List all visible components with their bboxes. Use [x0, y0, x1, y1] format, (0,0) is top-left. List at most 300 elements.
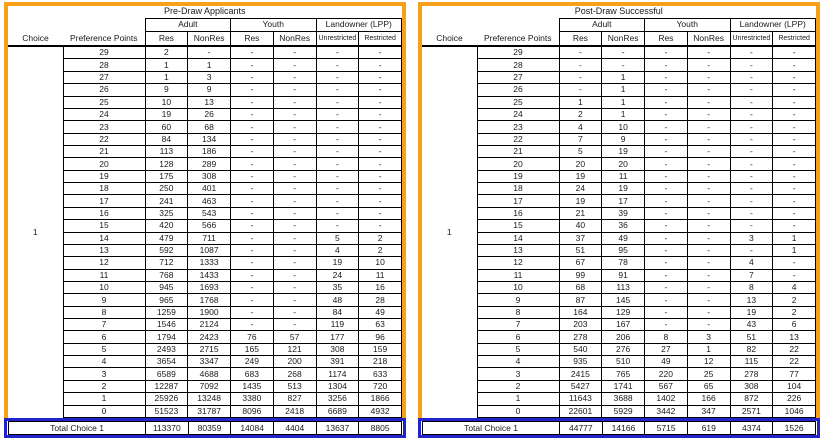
- preference-points-cell: 22: [477, 133, 559, 145]
- value-cell: -: [773, 46, 816, 59]
- value-cell: 566: [188, 220, 231, 232]
- value-cell: -: [231, 46, 274, 59]
- preference-points-cell: 3: [63, 368, 145, 380]
- total-table: [422, 421, 816, 435]
- value-cell: 1: [602, 96, 645, 108]
- value-cell: -: [231, 96, 274, 108]
- pre-draw-table: [4, 2, 406, 438]
- value-cell: -: [231, 220, 274, 232]
- value-cell: 13: [730, 294, 773, 306]
- value-cell: -: [359, 195, 402, 207]
- value-cell: -: [231, 158, 274, 170]
- points-row: [8, 356, 402, 368]
- points-row: [422, 46, 816, 59]
- value-cell: 26: [188, 108, 231, 120]
- value-cell: -: [231, 108, 274, 120]
- value-cell: -: [687, 207, 730, 219]
- value-cell: 19: [145, 108, 188, 120]
- value-cell: -: [273, 207, 316, 219]
- value-cell: 7: [559, 133, 602, 145]
- value-cell: -: [645, 71, 688, 83]
- value-cell: -: [730, 133, 773, 145]
- points-row: [422, 84, 816, 96]
- value-cell: -: [273, 170, 316, 182]
- choice-column-header: Choice: [422, 31, 477, 46]
- points-row: [8, 244, 402, 256]
- points-row: [422, 281, 816, 293]
- value-cell: 711: [188, 232, 231, 244]
- total-adult-nonres: 14166: [602, 422, 645, 435]
- value-cell: 177: [316, 331, 359, 343]
- value-cell: 68: [559, 281, 602, 293]
- value-cell: -: [773, 133, 816, 145]
- points-row: [422, 220, 816, 232]
- value-cell: -: [730, 96, 773, 108]
- points-row: [422, 356, 816, 368]
- points-row: [422, 343, 816, 355]
- value-cell: -: [730, 121, 773, 133]
- value-cell: 21: [559, 207, 602, 219]
- table-body: [8, 46, 402, 418]
- value-cell: 1259: [145, 306, 188, 318]
- value-cell: 175: [145, 170, 188, 182]
- value-cell: 308: [730, 380, 773, 392]
- value-cell: 39: [602, 207, 645, 219]
- points-row: [8, 232, 402, 244]
- points-row: [8, 96, 402, 108]
- value-cell: 1: [602, 84, 645, 96]
- value-cell: 1: [687, 343, 730, 355]
- value-cell: -: [687, 244, 730, 256]
- data-table: [422, 6, 816, 418]
- value-cell: 6: [773, 319, 816, 331]
- value-cell: 19: [602, 146, 645, 158]
- value-cell: 36: [602, 220, 645, 232]
- value-cell: 11: [359, 269, 402, 281]
- points-row: [8, 368, 402, 380]
- value-cell: 28: [359, 294, 402, 306]
- value-cell: 1304: [316, 380, 359, 392]
- value-cell: -: [359, 183, 402, 195]
- points-row: [422, 183, 816, 195]
- preference-points-cell: 5: [63, 343, 145, 355]
- points-row: [422, 232, 816, 244]
- value-cell: -: [231, 84, 274, 96]
- value-cell: -: [730, 207, 773, 219]
- value-cell: 25926: [145, 393, 188, 405]
- value-cell: 391: [316, 356, 359, 368]
- preference-points-cell: 4: [63, 356, 145, 368]
- value-cell: 31787: [188, 405, 231, 417]
- value-cell: 289: [188, 158, 231, 170]
- preference-points-cell: 10: [477, 281, 559, 293]
- value-cell: 3256: [316, 393, 359, 405]
- value-cell: -: [645, 84, 688, 96]
- value-cell: -: [273, 121, 316, 133]
- value-cell: -: [359, 220, 402, 232]
- total-adult-res: 113370: [146, 422, 189, 435]
- preference-points-cell: 6: [63, 331, 145, 343]
- value-cell: 683: [231, 368, 274, 380]
- value-cell: 463: [188, 195, 231, 207]
- value-cell: 592: [145, 244, 188, 256]
- sub-header-row: [8, 31, 402, 46]
- value-cell: 2: [145, 46, 188, 59]
- value-cell: 278: [559, 331, 602, 343]
- value-cell: -: [773, 158, 816, 170]
- value-cell: 159: [359, 343, 402, 355]
- choice-value: 1: [422, 46, 477, 418]
- value-cell: 22: [773, 356, 816, 368]
- value-cell: -: [359, 71, 402, 83]
- value-cell: -: [316, 96, 359, 108]
- value-cell: -: [273, 294, 316, 306]
- value-cell: 1087: [188, 244, 231, 256]
- value-cell: 84: [145, 133, 188, 145]
- value-cell: 2: [773, 294, 816, 306]
- value-cell: -: [645, 306, 688, 318]
- value-cell: -: [773, 96, 816, 108]
- value-cell: -: [273, 71, 316, 83]
- value-cell: -: [730, 71, 773, 83]
- points-row: [422, 96, 816, 108]
- value-cell: 166: [687, 393, 730, 405]
- value-cell: 8: [730, 281, 773, 293]
- value-cell: 1741: [602, 380, 645, 392]
- total-row: [9, 422, 402, 435]
- value-cell: -: [273, 108, 316, 120]
- value-cell: -: [316, 207, 359, 219]
- points-row: [422, 170, 816, 182]
- total-adult-res: 44777: [560, 422, 603, 435]
- value-cell: -: [730, 84, 773, 96]
- value-cell: 2423: [188, 331, 231, 343]
- points-row: [8, 183, 402, 195]
- value-cell: -: [687, 108, 730, 120]
- value-cell: 13: [773, 331, 816, 343]
- value-cell: 49: [602, 232, 645, 244]
- value-cell: 3: [188, 71, 231, 83]
- value-cell: -: [231, 183, 274, 195]
- preference-points-cell: 21: [63, 146, 145, 158]
- value-cell: 11: [602, 170, 645, 182]
- points-row: [8, 71, 402, 83]
- value-cell: 2: [359, 244, 402, 256]
- value-cell: 720: [359, 380, 402, 392]
- table-title: Post-Draw Successful: [574, 6, 663, 17]
- preference-points-cell: 18: [477, 183, 559, 195]
- total-lpp-unrestricted: 4374: [730, 422, 773, 435]
- value-cell: -: [687, 294, 730, 306]
- value-cell: -: [730, 220, 773, 232]
- value-cell: -: [273, 232, 316, 244]
- points-row: [8, 380, 402, 392]
- value-cell: -: [231, 232, 274, 244]
- value-cell: -: [316, 84, 359, 96]
- value-cell: 167: [602, 319, 645, 331]
- value-cell: 308: [188, 170, 231, 182]
- preference-points-cell: 15: [63, 220, 145, 232]
- post-draw-table: [418, 2, 820, 438]
- value-cell: 250: [145, 183, 188, 195]
- value-cell: 1333: [188, 257, 231, 269]
- preference-points-cell: 22: [63, 133, 145, 145]
- value-cell: 13248: [188, 393, 231, 405]
- value-cell: -: [687, 158, 730, 170]
- adult-res-header: Res: [145, 31, 188, 46]
- value-cell: -: [231, 319, 274, 331]
- points-row: [8, 393, 402, 405]
- value-cell: 1433: [188, 269, 231, 281]
- value-cell: -: [687, 46, 730, 59]
- points-row: [422, 306, 816, 318]
- value-cell: -: [730, 46, 773, 59]
- value-cell: -: [730, 146, 773, 158]
- value-cell: 712: [145, 257, 188, 269]
- value-cell: -: [359, 46, 402, 59]
- points-row: [422, 380, 816, 392]
- value-cell: 8096: [231, 405, 274, 417]
- value-cell: 1693: [188, 281, 231, 293]
- value-cell: -: [316, 170, 359, 182]
- value-cell: 276: [602, 343, 645, 355]
- value-cell: 7092: [188, 380, 231, 392]
- youth-res-header: Res: [231, 31, 274, 46]
- value-cell: 5427: [559, 380, 602, 392]
- total-row-frame: [4, 418, 406, 438]
- value-cell: 48: [316, 294, 359, 306]
- preference-points-cell: 29: [477, 46, 559, 59]
- value-cell: -: [231, 294, 274, 306]
- value-cell: -: [273, 319, 316, 331]
- value-cell: -: [559, 46, 602, 59]
- value-cell: -: [273, 84, 316, 96]
- value-cell: 1: [145, 59, 188, 71]
- value-cell: -: [773, 146, 816, 158]
- points-row: [422, 405, 816, 417]
- value-cell: 87: [559, 294, 602, 306]
- value-cell: 1794: [145, 331, 188, 343]
- value-cell: 1866: [359, 393, 402, 405]
- value-cell: 2415: [559, 368, 602, 380]
- preference-points-cell: 24: [63, 108, 145, 120]
- value-cell: 965: [145, 294, 188, 306]
- preference-points-cell: 9: [477, 294, 559, 306]
- preference-points-cell: 1: [63, 393, 145, 405]
- value-cell: -: [730, 183, 773, 195]
- preference-points-cell: 0: [63, 405, 145, 417]
- value-cell: 37: [559, 232, 602, 244]
- value-cell: -: [645, 96, 688, 108]
- value-cell: 872: [730, 393, 773, 405]
- preference-points-cell: 12: [63, 257, 145, 269]
- value-cell: 2493: [145, 343, 188, 355]
- preference-points-cell: 8: [477, 306, 559, 318]
- value-cell: -: [231, 170, 274, 182]
- value-cell: 1: [773, 232, 816, 244]
- value-cell: -: [687, 146, 730, 158]
- total-table: [8, 421, 402, 435]
- preference-points-cell: 9: [63, 294, 145, 306]
- value-cell: 12287: [145, 380, 188, 392]
- preference-points-cell: 11: [477, 269, 559, 281]
- preference-points-cell: 24: [477, 108, 559, 120]
- preference-points-cell: 23: [63, 121, 145, 133]
- value-cell: 51: [559, 244, 602, 256]
- preference-points-cell: 0: [477, 405, 559, 417]
- value-cell: -: [645, 244, 688, 256]
- preference-points-cell: 14: [477, 232, 559, 244]
- title-row: [8, 6, 402, 18]
- value-cell: 1402: [645, 393, 688, 405]
- value-cell: -: [687, 133, 730, 145]
- preference-points-column-header: Preference Points: [477, 31, 559, 46]
- preference-points-cell: 26: [477, 84, 559, 96]
- value-cell: -: [231, 306, 274, 318]
- value-cell: 6589: [145, 368, 188, 380]
- points-row: [8, 158, 402, 170]
- total-lpp-restricted: 8805: [359, 422, 402, 435]
- value-cell: -: [687, 71, 730, 83]
- preference-points-cell: 20: [477, 158, 559, 170]
- value-cell: 7: [730, 269, 773, 281]
- value-cell: 25: [687, 368, 730, 380]
- value-cell: -: [773, 170, 816, 182]
- value-cell: -: [773, 257, 816, 269]
- value-cell: -: [273, 96, 316, 108]
- value-cell: -: [687, 232, 730, 244]
- group-header-adult: Adult: [559, 18, 645, 31]
- value-cell: 19: [559, 170, 602, 182]
- value-cell: -: [231, 281, 274, 293]
- value-cell: 24: [559, 183, 602, 195]
- value-cell: -: [359, 133, 402, 145]
- points-row: [422, 195, 816, 207]
- value-cell: 10: [145, 96, 188, 108]
- choice-column-header: Choice: [8, 31, 63, 46]
- preference-points-cell: 17: [477, 195, 559, 207]
- youth-res-header: Res: [645, 31, 688, 46]
- total-row-frame: [418, 418, 820, 438]
- points-row: [8, 220, 402, 232]
- points-row: [8, 331, 402, 343]
- value-cell: 1046: [773, 405, 816, 417]
- value-cell: 4932: [359, 405, 402, 417]
- points-row: [8, 121, 402, 133]
- points-row: [8, 133, 402, 145]
- value-cell: 513: [273, 380, 316, 392]
- value-cell: 76: [231, 331, 274, 343]
- value-cell: -: [773, 207, 816, 219]
- value-cell: 43: [730, 319, 773, 331]
- value-cell: 479: [145, 232, 188, 244]
- points-row: [422, 71, 816, 83]
- value-cell: -: [559, 84, 602, 96]
- value-cell: 22601: [559, 405, 602, 417]
- preference-points-cell: 20: [63, 158, 145, 170]
- value-cell: -: [645, 257, 688, 269]
- points-row: [422, 108, 816, 120]
- points-row: [8, 319, 402, 331]
- value-cell: 5929: [602, 405, 645, 417]
- value-cell: -: [730, 195, 773, 207]
- value-cell: -: [687, 183, 730, 195]
- value-cell: -: [602, 59, 645, 71]
- preference-points-cell: 13: [63, 244, 145, 256]
- value-cell: 2: [773, 306, 816, 318]
- value-cell: 945: [145, 281, 188, 293]
- points-row: [8, 170, 402, 182]
- value-cell: -: [316, 133, 359, 145]
- value-cell: -: [730, 108, 773, 120]
- preference-points-cell: 2: [63, 380, 145, 392]
- value-cell: 768: [145, 269, 188, 281]
- adult-res-header: Res: [559, 31, 602, 46]
- preference-points-cell: 4: [477, 356, 559, 368]
- lpp-unrestricted-header: Unrestricted: [730, 31, 773, 46]
- value-cell: 6689: [316, 405, 359, 417]
- value-cell: -: [773, 183, 816, 195]
- value-cell: 308: [316, 343, 359, 355]
- value-cell: 241: [145, 195, 188, 207]
- value-cell: -: [273, 281, 316, 293]
- value-cell: 827: [273, 393, 316, 405]
- value-cell: 4: [773, 281, 816, 293]
- points-row: [8, 195, 402, 207]
- points-row: [8, 207, 402, 219]
- value-cell: 200: [273, 356, 316, 368]
- value-cell: -: [359, 59, 402, 71]
- value-cell: 13: [188, 96, 231, 108]
- value-cell: -: [273, 244, 316, 256]
- value-cell: -: [645, 46, 688, 59]
- points-row: [8, 59, 402, 71]
- value-cell: -: [316, 59, 359, 71]
- value-cell: -: [645, 294, 688, 306]
- value-cell: 96: [359, 331, 402, 343]
- value-cell: -: [273, 146, 316, 158]
- value-cell: 49: [359, 306, 402, 318]
- header-spacer: [8, 18, 145, 31]
- group-header-youth: Youth: [231, 18, 317, 31]
- value-cell: 68: [188, 121, 231, 133]
- data-table: [8, 6, 402, 418]
- value-cell: 11643: [559, 393, 602, 405]
- preference-points-cell: 25: [477, 96, 559, 108]
- value-cell: 4688: [188, 368, 231, 380]
- value-cell: 1: [602, 108, 645, 120]
- preference-points-cell: 7: [477, 319, 559, 331]
- value-cell: 633: [359, 368, 402, 380]
- value-cell: -: [359, 84, 402, 96]
- value-cell: 121: [273, 343, 316, 355]
- value-cell: 5: [316, 232, 359, 244]
- total-lpp-unrestricted: 13637: [316, 422, 359, 435]
- value-cell: 510: [602, 356, 645, 368]
- value-cell: 128: [145, 158, 188, 170]
- value-cell: 129: [602, 306, 645, 318]
- value-cell: -: [359, 170, 402, 182]
- value-cell: 9: [602, 133, 645, 145]
- points-row: [422, 368, 816, 380]
- value-cell: -: [231, 121, 274, 133]
- value-cell: 82: [730, 343, 773, 355]
- value-cell: 104: [773, 380, 816, 392]
- value-cell: 1768: [188, 294, 231, 306]
- points-row: [8, 146, 402, 158]
- value-cell: 2124: [188, 319, 231, 331]
- points-row: [422, 331, 816, 343]
